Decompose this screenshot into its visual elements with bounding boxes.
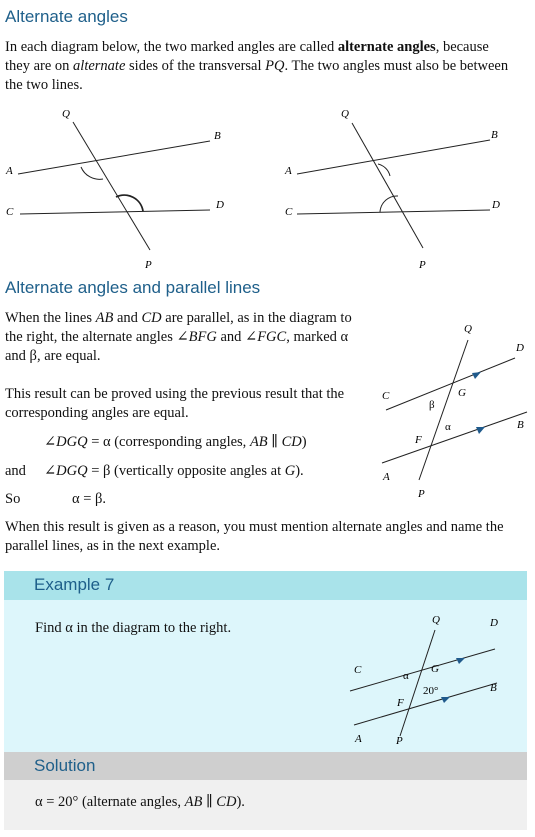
example-header [4, 571, 527, 600]
line-cd [386, 358, 515, 410]
label-p: P [418, 488, 425, 500]
angle-fgc: ∠FGC [245, 329, 287, 345]
transversal-name: PQ [265, 58, 285, 74]
label-a: A [383, 471, 390, 483]
label-alpha: α [403, 670, 409, 682]
solution-body [4, 780, 527, 830]
angle-arc-upper [378, 164, 390, 176]
label-f: F [415, 434, 422, 446]
example-title: Example 7 [34, 575, 115, 594]
solution-ab: AB [184, 794, 203, 810]
equation-1 [44, 433, 307, 452]
label-q: Q [62, 108, 70, 120]
line-ab [18, 141, 210, 174]
label-g: G [431, 663, 439, 675]
line-cd [20, 210, 210, 214]
angle-arc-lower [116, 195, 143, 211]
label-c: C [354, 664, 362, 676]
equation-3-so: So [5, 491, 21, 507]
intro-text-4: . The two angles must also be between the two lines. [5, 58, 509, 93]
line-ab [297, 140, 490, 174]
arrow-cd [472, 372, 481, 379]
angle-bfg: ∠BFG [176, 329, 217, 345]
label-d: D [490, 617, 498, 629]
label-d: D [216, 199, 224, 211]
diagram-parallel [370, 318, 535, 503]
label-f: F [397, 697, 404, 709]
line-cd [297, 210, 490, 214]
section-title-alternate-angles: Alternate angles [5, 7, 128, 26]
solution-end: ). [236, 794, 245, 810]
eq1-cd: CD [281, 434, 302, 450]
label-alpha: α [445, 421, 451, 433]
p1-text-1: When the lines [5, 310, 96, 326]
term-alternate-angles: alternate angles [337, 39, 436, 55]
example-body [4, 600, 527, 752]
p1-text-3: are parallel, as in the diagram to the right, the alternate angles [5, 310, 352, 345]
intro-text-3: sides of the transversal [125, 58, 266, 74]
p1-text-2: and [113, 310, 142, 326]
line-pq [419, 340, 468, 480]
label-p: P [145, 259, 152, 271]
equation-2 [44, 462, 304, 481]
proof-intro: This result can be proved using the previous result that the corresponding angles are equal. [5, 386, 345, 421]
diagram-2 [280, 100, 510, 275]
label-a: A [355, 733, 362, 745]
equation-3: α = β. [72, 491, 107, 507]
label-d: D [516, 342, 524, 354]
line-pq [73, 122, 150, 250]
eq2-g: G [284, 463, 296, 479]
intro-paragraph [5, 38, 515, 95]
example-question: Find α in the diagram to the right. [35, 620, 232, 636]
reason-paragraph: When this result is given as a reason, you must mention alternate angles and name the parallel lines, as in the next example. [5, 519, 504, 554]
intro-text-2: , because they are on [5, 39, 489, 74]
line-ab-name: AB [95, 310, 114, 326]
eq2-end: ). [295, 463, 304, 479]
eq2-lhs: ∠DGQ [44, 463, 88, 479]
solution-text-1: α = 20° (alternate angles, [35, 794, 185, 810]
solution-parallel: ∥ [202, 794, 217, 810]
label-d: D [492, 199, 500, 211]
line-pq [352, 123, 423, 248]
arrow-ab [441, 697, 450, 703]
equation-2-and: and [5, 463, 26, 479]
line-cd-name: CD [141, 310, 162, 326]
p1-text-4: and [216, 329, 246, 345]
example-diagram [334, 608, 524, 753]
parallel-paragraph [5, 309, 353, 366]
eq1-rhs: = α (corresponding angles, [87, 434, 250, 450]
solution-title: Solution [34, 756, 96, 775]
section-title-parallel-lines: Alternate angles and parallel lines [5, 278, 261, 297]
label-c: C [382, 390, 390, 402]
label-c: C [285, 206, 293, 218]
arrow-ab [476, 427, 485, 434]
label-b: B [517, 419, 524, 431]
label-beta: β [429, 399, 435, 411]
solution-cd: CD [216, 794, 237, 810]
intro-text-1: In each diagram below, the two marked angles are called [5, 39, 338, 55]
eq1-ab: AB [249, 434, 268, 450]
label-c: C [6, 206, 14, 218]
word-alternate: alternate [73, 58, 126, 74]
line-pq [400, 630, 435, 736]
label-q: Q [464, 323, 472, 335]
label-a: A [6, 165, 13, 177]
eq2-rhs: = β (vertically opposite angles at [87, 463, 285, 479]
line-ab [382, 412, 527, 463]
label-a: A [285, 165, 292, 177]
label-q: Q [341, 108, 349, 120]
angle-20: 20° [423, 685, 439, 697]
eq1-end: ) [301, 434, 307, 450]
label-g: G [458, 387, 466, 399]
diagram-1 [0, 100, 260, 275]
solution-header [4, 752, 527, 780]
angle-arc-upper [81, 167, 103, 179]
label-q: Q [432, 614, 440, 626]
label-p: P [419, 259, 426, 271]
label-b: B [214, 130, 221, 142]
label-p: P [396, 735, 403, 747]
p1-text-5: , marked α and β, are equal. [5, 329, 349, 364]
arrow-cd [456, 658, 465, 664]
label-b: B [490, 682, 497, 694]
eq1-parallel: ∥ [267, 434, 282, 450]
eq1-lhs: ∠DGQ [44, 434, 88, 450]
solution-text [35, 793, 245, 812]
label-b: B [491, 129, 498, 141]
